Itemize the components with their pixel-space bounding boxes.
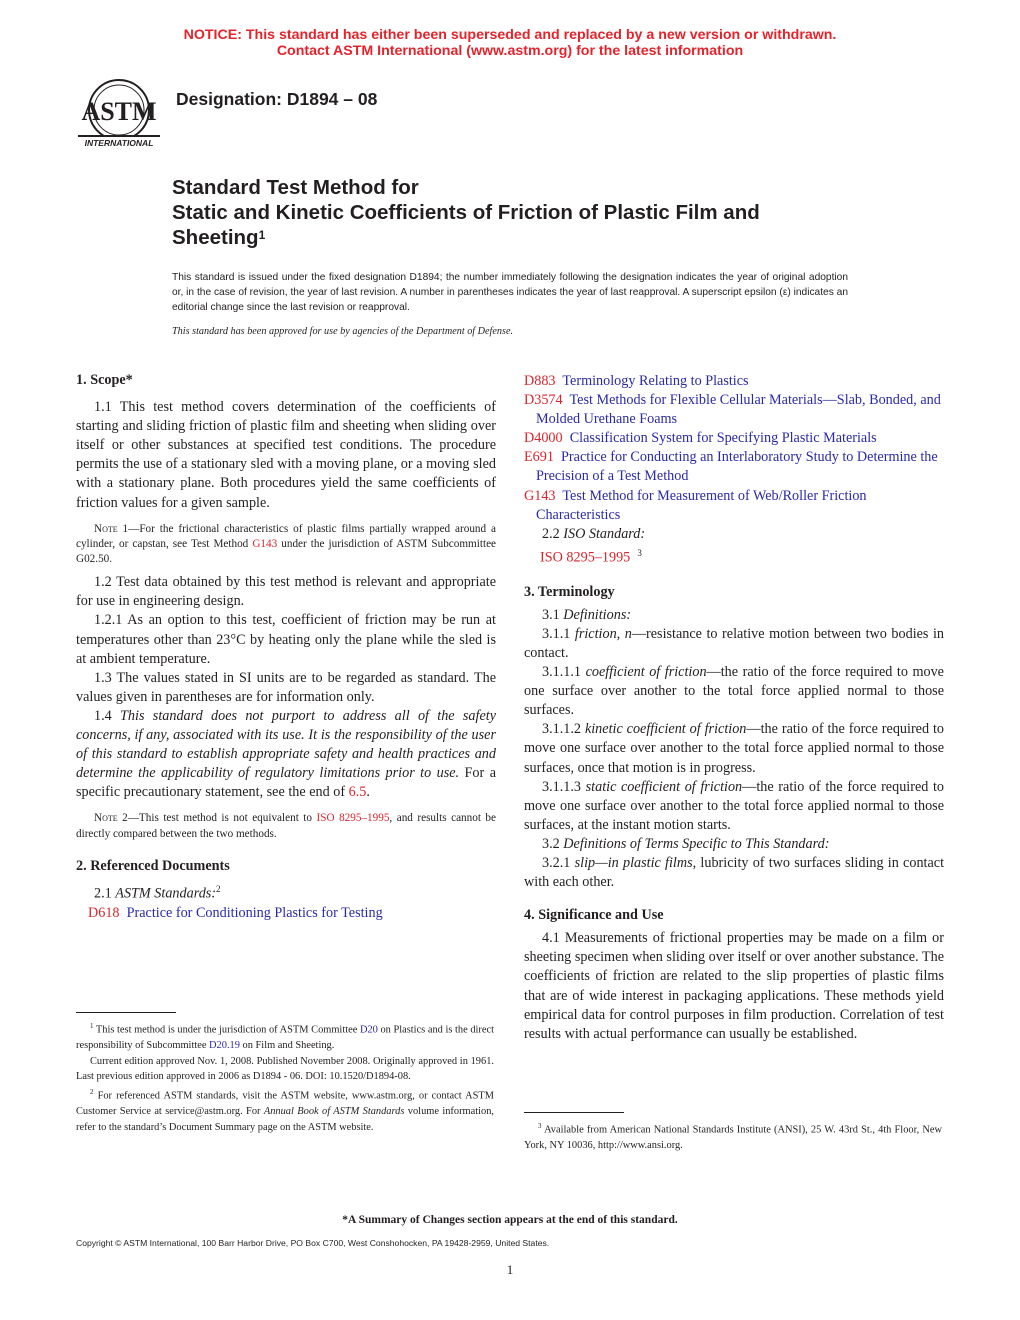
ref-code[interactable]: E691	[524, 449, 554, 466]
footnote-2-text-2: volume information, refer to the standard’s Document Summary page on the ASTM website.	[76, 1105, 494, 1133]
ref-title[interactable]: Practice for Conducting an Interlaboratory Study to Determine the Precision of a Test Method	[536, 449, 938, 485]
para-2-2-num: 2.2	[542, 525, 564, 542]
footnote-1-text: This test method is under the jurisdiction of ASTM Committee	[93, 1024, 360, 1036]
ref-d883[interactable]	[508, 372, 944, 391]
logo-text: INTERNATIONAL	[84, 138, 154, 148]
note-1-text-end: under the jurisdiction of ASTM Subcommittee G02.50.	[76, 537, 497, 566]
ref-title[interactable]: Test Method for Measurement of Web/Roller Friction Characteristics	[536, 487, 867, 523]
ref-d4000[interactable]	[508, 429, 944, 448]
para-2-1	[76, 880, 496, 904]
term-friction: friction, n	[574, 625, 632, 642]
para-1-4-rest: For a specific precautionary statement, see the end of	[76, 765, 496, 801]
designation: Designation: D1894 – 08	[176, 89, 378, 109]
footnote-mark-3: 3	[637, 547, 642, 558]
ref-title[interactable]: Terminology Relating to Plastics	[562, 373, 749, 389]
para-2-2	[524, 525, 944, 544]
ref-d618-title[interactable]: Practice for Conditioning Plastics for Testing	[126, 904, 383, 921]
svg-text:ASTM: ASTM	[81, 97, 157, 126]
para-3-1-italic: Definitions:	[563, 606, 632, 623]
para-1-2: 1.2 Test data obtained by this test method is relevant and appropriate for use in engineering design.	[76, 574, 496, 610]
notice-line-2: Contact ASTM International (www.astm.org) for the latest information	[276, 43, 744, 59]
link-d20[interactable]: D20	[359, 1024, 378, 1036]
left-column	[76, 371, 496, 923]
issuance-statement: This standard is issued under the fixed designation D1894; the number immediately following the designation indicates the year of original adoption or, in the case of revision, the year of last revision. A number in parentheses indicates the year of last reapproval. A superscript epsilon (ε) indicates an editorial change since the last revision or reapproval.	[172, 272, 848, 313]
para-3-1-1-2	[524, 720, 944, 777]
footnote-1-text-3: on Film and Sheeting.	[239, 1040, 335, 1052]
para-4-1: 4.1 Measurements of frictional properties may be made on a film or sheeting specimen when sliding over itself or over another substance. The coefficients of friction are related to the slip properties of plastic films that are of wide interest in packaging applications. These methods yield empirical data for control purposes in film production. Correlation of test results with actual performance can usually be established.	[524, 930, 944, 1042]
astm-international-logo	[76, 76, 162, 154]
def-coefficient-of-friction: —the ratio of the force required to move one surface over another to the total force applied normal to those surfaces.	[524, 664, 944, 719]
link-g143[interactable]: G143	[252, 537, 278, 550]
para-3-2-1	[524, 854, 944, 892]
footnote-2-text: For referenced ASTM standards, visit the ASTM website, www.astm.org, or contact ASTM Customer Service at service@astm.org. For	[76, 1090, 494, 1117]
ref-iso-8295[interactable]	[524, 544, 944, 568]
para-1-4-num: 1.4	[94, 707, 121, 724]
ref-d618[interactable]	[76, 904, 496, 923]
ref-code[interactable]: G143	[524, 487, 556, 504]
ref-code[interactable]: D3574	[524, 392, 563, 409]
para-3-1-1-3-num: 3.1.1.3	[542, 778, 586, 795]
para-2-1-italic: ASTM Standards:	[115, 885, 217, 902]
ref-g143[interactable]	[508, 487, 944, 525]
note-2-text-end: , and results cannot be directly compared between the two methods.	[76, 812, 496, 840]
footnote-3-text: Available from American National Standards Institute (ANSI), 25 W. 43rd St., 4th Floor, New York, NY 10036, http://www.ansi.org.	[524, 1124, 942, 1152]
note-1	[76, 522, 496, 568]
para-3-2	[524, 835, 944, 854]
note-2	[76, 811, 496, 841]
para-1-1: 1.1 This test method covers determination of the coefficients of starting and sliding friction of plastic film and sheeting when sliding over itself or other substances at specified test conditions. The procedure permits the use of a stationary sled with a moving plane, or a moving sled with a stationary plane. Both procedures yield the same coefficients of friction values for a given sample.	[76, 399, 496, 511]
footnote-rule-left	[76, 1012, 176, 1013]
note-1-label: Note 1	[94, 522, 129, 535]
copyright: Copyright © ASTM International, 100 Barr Harbor Drive, PO Box C700, West Conshohocken, PA 19428-2959, United States.	[76, 1238, 550, 1248]
title-line-2: Static and Kinetic Coefficients of Friction of Plastic Film and	[172, 201, 760, 224]
ref-code[interactable]: D4000	[524, 430, 563, 447]
link-d20-19[interactable]: D20.19	[209, 1040, 240, 1052]
document-title	[172, 175, 892, 250]
footnotes-left	[76, 1019, 494, 1135]
section-4-heading: 4. Significance and Use	[524, 907, 664, 924]
para-1-2-1: 1.2.1 As an option to this test, coefficient of friction may be run at temperatures other than 23°C by heating only the plane while the sled is at ambient temperature.	[76, 612, 496, 667]
astm-logo-icon	[76, 76, 162, 154]
para-1-4	[76, 707, 496, 802]
para-3-1-1-2-num: 3.1.1.2	[542, 721, 585, 738]
para-3-1	[524, 606, 944, 625]
notice-line-1: NOTICE: This standard has either been superseded and replaced by a new version or withdrawn.	[183, 27, 837, 43]
para-1-4-end: .	[366, 784, 370, 801]
term-slip: slip—in plastic films	[574, 854, 693, 871]
para-2-2-italic: ISO Standard:	[563, 525, 646, 542]
def-kinetic-coefficient: —the ratio of the force required to move one surface over another to the total force applied normal to those surfaces, once that motion is in progress.	[524, 721, 945, 776]
footnote-2-italic: Annual Book of ASTM Standards	[263, 1105, 405, 1117]
footnote-3	[524, 1119, 942, 1154]
title-line-3	[172, 225, 892, 250]
term-kinetic-coefficient: kinetic coefficient of friction	[584, 721, 747, 738]
para-3-2-1-num: 3.2.1	[542, 854, 575, 871]
para-3-1-1-1-num: 3.1.1.1	[542, 664, 586, 681]
para-1-3: 1.3 The values stated in SI units are to be regarded as standard. The values given in parentheses are for information only.	[76, 669, 496, 705]
note-2-text: —This test method is not equivalent to	[127, 812, 317, 825]
footnote-2	[76, 1085, 494, 1135]
ref-d3574[interactable]	[508, 391, 944, 429]
link-6-5[interactable]: 6.5	[348, 784, 367, 801]
note-2-label: Note 2	[94, 812, 128, 825]
footnote-3-mark: 3	[538, 1122, 542, 1130]
dod-statement: This standard has been approved for use by agencies of the Department of Defense.	[172, 326, 514, 337]
ref-title[interactable]: Test Methods for Flexible Cellular Materials—Slab, Bonded, and Molded Urethane Foams	[536, 392, 941, 428]
ref-e691[interactable]	[508, 448, 944, 486]
para-3-1-1-3	[524, 778, 944, 835]
ref-title[interactable]: Classification System for Specifying Plastic Materials	[569, 430, 877, 447]
section-3-heading: 3. Terminology	[524, 583, 615, 600]
term-static-coefficient: static coefficient of friction	[585, 778, 743, 795]
para-3-1-1-1	[524, 663, 944, 720]
para-3-1-1-num: 3.1.1	[542, 625, 575, 642]
link-iso-8295[interactable]: ISO 8295–1995	[316, 812, 390, 825]
footnote-1-text-2: on Plastics and is the direct responsibility of Subcommittee	[76, 1024, 494, 1052]
right-column	[524, 372, 944, 1044]
para-3-1-1	[524, 625, 944, 663]
note-1-text: —For the frictional characteristics of plastic films partially wrapped around a cylinder, or capstan, see Test Method	[76, 522, 496, 550]
footnote-1	[76, 1019, 494, 1054]
referenced-standards-list	[524, 372, 944, 525]
def-static-coefficient: —the ratio of the force required to move one surface over another to the total force applied normal to those surfaces, at the instant motion starts.	[524, 778, 945, 833]
footnote-1-mark: 1	[90, 1022, 94, 1030]
footnote-2-mark: 2	[90, 1087, 94, 1096]
para-1-4-italic: This standard does not purport to address all of the safety concerns, if any, associated with its use. It is the responsibility of the user of this standard to establish appropriate safety and health practices and determine the applicability of regulatory limitations prior to use.	[76, 707, 496, 782]
para-2-1-num: 2.1	[94, 885, 116, 902]
footnote-1-edition: Current edition approved Nov. 1, 2008. Published November 2008. Originally approved in 1961. Last previous edition approved in 2006 as D1894 - 06. DOI: 10.1520/D1894-08.	[76, 1055, 494, 1083]
summary-of-changes-note: *A Summary of Changes section appears at the end of this standard.	[342, 1214, 678, 1226]
title-line-1: Standard Test Method for	[172, 176, 419, 199]
footnote-mark-2: 2	[216, 883, 221, 894]
para-3-2-italic: Definitions of Terms Specific to This Standard:	[563, 835, 830, 852]
def-slip: , lubricity of two surfaces sliding in contact with each other.	[524, 854, 945, 891]
title-line-3-text: Sheeting	[172, 226, 259, 249]
ref-iso-8295-code[interactable]: ISO 8295–1995	[540, 549, 631, 566]
ref-d618-code[interactable]: D618	[88, 904, 120, 921]
withdrawal-notice	[0, 27, 1020, 59]
term-coefficient-of-friction: coefficient of friction	[585, 664, 707, 681]
section-2-heading: 2. Referenced Documents	[76, 857, 230, 874]
para-3-1-num: 3.1	[542, 606, 564, 623]
section-1-heading: 1. Scope*	[76, 372, 133, 388]
para-3-2-num: 3.2	[542, 835, 564, 852]
def-friction: —resistance to relative motion between two bodies in contact.	[524, 625, 945, 661]
page-number: 1	[506, 1262, 514, 1277]
footnote-rule-right	[524, 1112, 624, 1113]
title-footnote-mark: 1	[258, 228, 266, 242]
ref-code[interactable]: D883	[524, 373, 556, 389]
footnotes-right	[524, 1119, 942, 1154]
